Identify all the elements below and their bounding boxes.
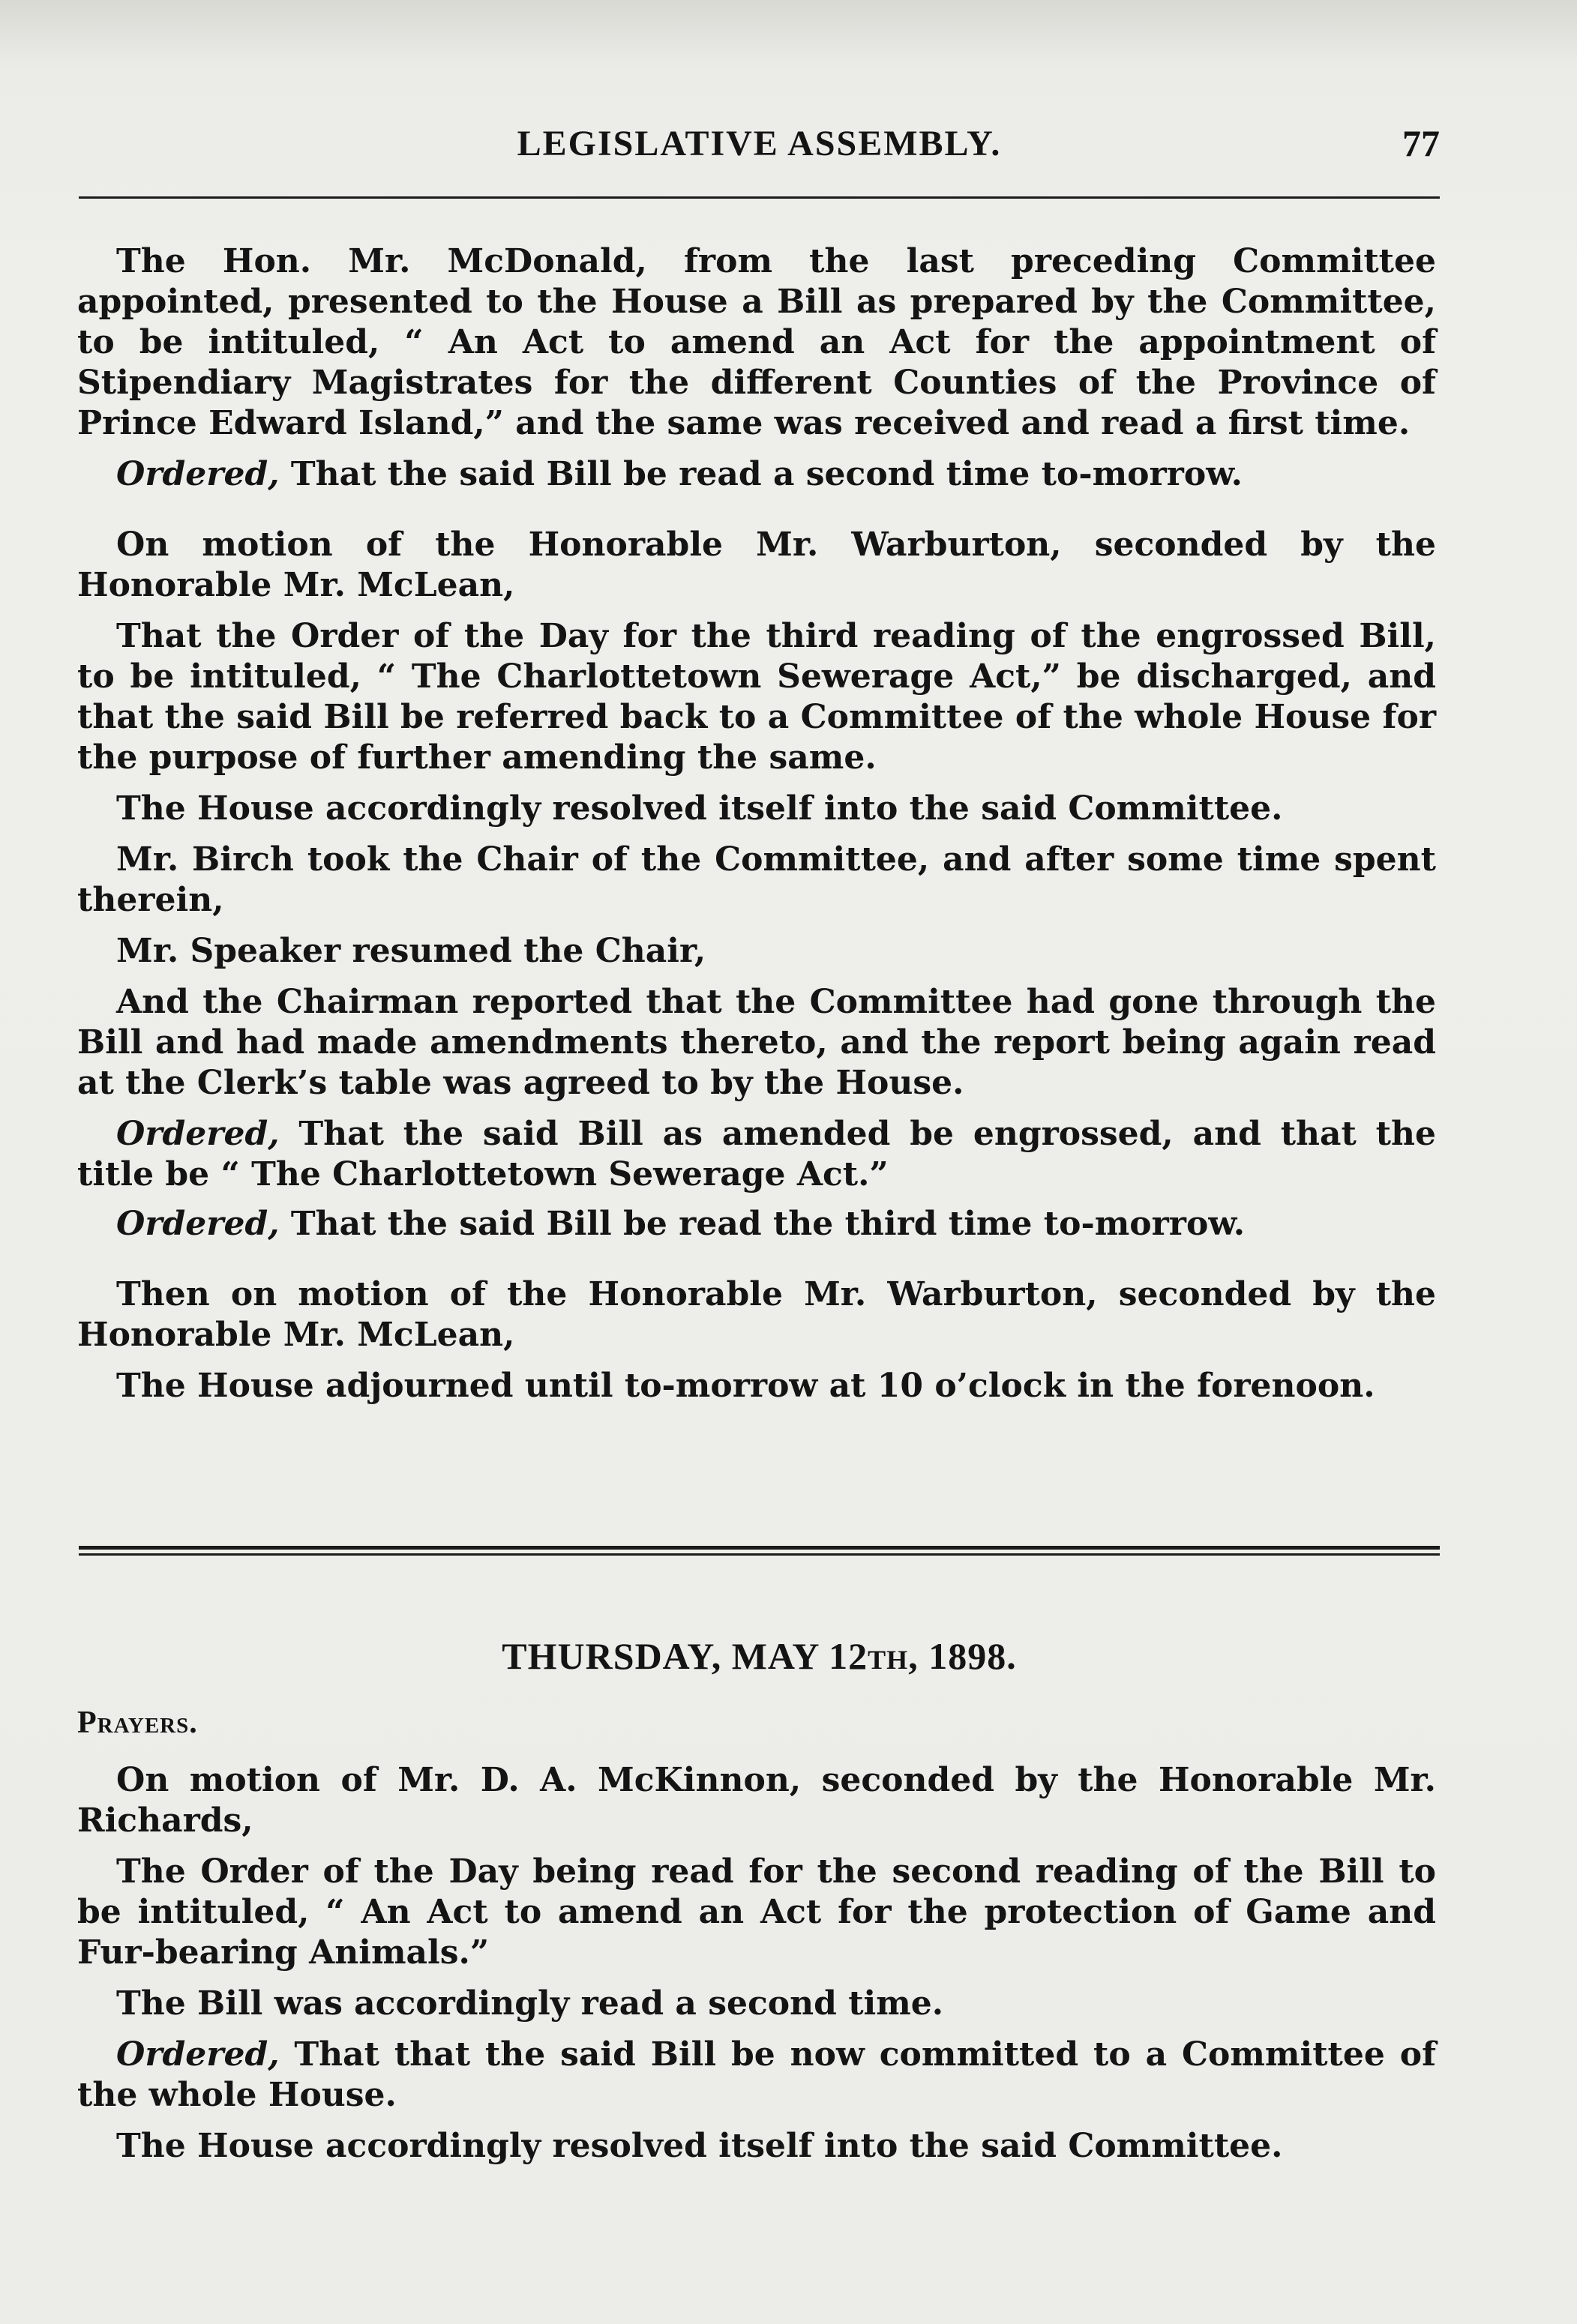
date-heading-main: THURSDAY, MAY 12 xyxy=(502,1635,868,1677)
paragraph xyxy=(77,241,1436,444)
paragraph-text: On motion of Mr. D. A. McKinnon, seconded by the Honorable Mr. Richards, xyxy=(77,1761,1436,1840)
section-divider xyxy=(79,1546,1440,1556)
paragraph-text: On motion of the Honorable Mr. Warburton, seconded by the Honorable Mr. McLean, xyxy=(77,526,1436,604)
paragraph-text: Then on motion of the Honorable Mr. Warburton, seconded by the Honorable Mr. McLean, xyxy=(77,1275,1436,1354)
paragraph xyxy=(77,1852,1436,1973)
paragraph-text: That the said Bill be read a second time to-morrow. xyxy=(279,455,1243,493)
paragraph xyxy=(77,1984,1436,2024)
page-header xyxy=(79,118,1440,171)
paragraph-text: The Bill was accordingly read a second time. xyxy=(116,1984,944,2023)
paragraph-text: The Hon. Mr. McDonald, from the last preceding Committee appointed, presented to the House a Bill as prepared by the Committee, to be intituled, “ An Act to amend an Act for the appointment of Stipendiary Magistrates for the different Counties of the Province of Prince Edward Island,” and the same was received and read a first time. xyxy=(77,242,1436,442)
paragraph xyxy=(77,1760,1436,1841)
page-number: 77 xyxy=(1402,122,1440,164)
paragraph xyxy=(77,2126,1436,2167)
paragraph-text: The House accordingly resolved itself into the said Committee. xyxy=(116,2127,1283,2165)
paragraph xyxy=(77,1274,1436,1355)
ordered-lead: Ordered, xyxy=(116,2035,280,2074)
ordered-paragraph xyxy=(77,454,1436,495)
ordered-lead: Ordered, xyxy=(116,1205,280,1243)
paragraph xyxy=(77,982,1436,1104)
paragraph xyxy=(77,525,1436,606)
paragraph-text: The House accordingly resolved itself into the said Committee. xyxy=(116,789,1283,828)
paragraph-text: Mr. Speaker resumed the Chair, xyxy=(116,932,706,970)
ordered-paragraph xyxy=(77,1204,1436,1244)
ordered-paragraph xyxy=(77,2035,1436,2116)
running-title: LEGISLATIVE ASSEMBLY. xyxy=(517,124,1002,163)
ordered-lead: Ordered, xyxy=(116,1115,280,1153)
paragraph-text: The Order of the Day being read for the second reading of the Bill to be intituled, “ An Act to amend an Act for the protection of Game and Fur-bearing Animals.” xyxy=(77,1852,1436,1972)
paragraph xyxy=(77,616,1436,778)
date-heading xyxy=(79,1634,1440,1678)
paragraph-text: That the said Bill be read the third time to-morrow. xyxy=(279,1205,1246,1243)
paragraph xyxy=(77,789,1436,829)
paragraph xyxy=(77,1366,1436,1406)
paragraph-text: That the said Bill as amended be engrossed, and that the title be “ The Charlottetown Sewerage Act.” xyxy=(77,1115,1436,1193)
ordered-lead: Ordered, xyxy=(116,455,280,493)
date-heading-suffix: TH xyxy=(868,1645,909,1675)
prayers-label: Prayers. xyxy=(77,1706,198,1740)
paragraph-text: And the Chairman reported that the Committee had gone through the Bill and had made amendments thereto, and the report being again read at the Clerk’s table was agreed to by the House. xyxy=(77,983,1436,1102)
paragraph-text: The House adjourned until to-morrow at 10 o’clock in the forenoon. xyxy=(116,1367,1375,1405)
proceedings-section-1 xyxy=(77,241,1436,1417)
paragraph xyxy=(77,931,1436,972)
paragraph-text: That that the said Bill be now committed to a Committee of the whole House. xyxy=(77,2035,1436,2114)
header-rule xyxy=(79,196,1440,199)
proceedings-section-2 xyxy=(77,1760,1436,2177)
paragraph xyxy=(77,840,1436,921)
date-heading-year: , 1898. xyxy=(908,1635,1017,1677)
paragraph-text: Mr. Birch took the Chair of the Committee, and after some time spent therein, xyxy=(77,840,1436,919)
ordered-paragraph xyxy=(77,1114,1436,1195)
paragraph-text: That the Order of the Day for the third reading of the engrossed Bill, to be intituled, “ The Charlottetown Sewerage Act,” be discharged, and that the said Bill be referred back to a Committee of the whole House for the purpose of further amending the same. xyxy=(77,617,1436,777)
